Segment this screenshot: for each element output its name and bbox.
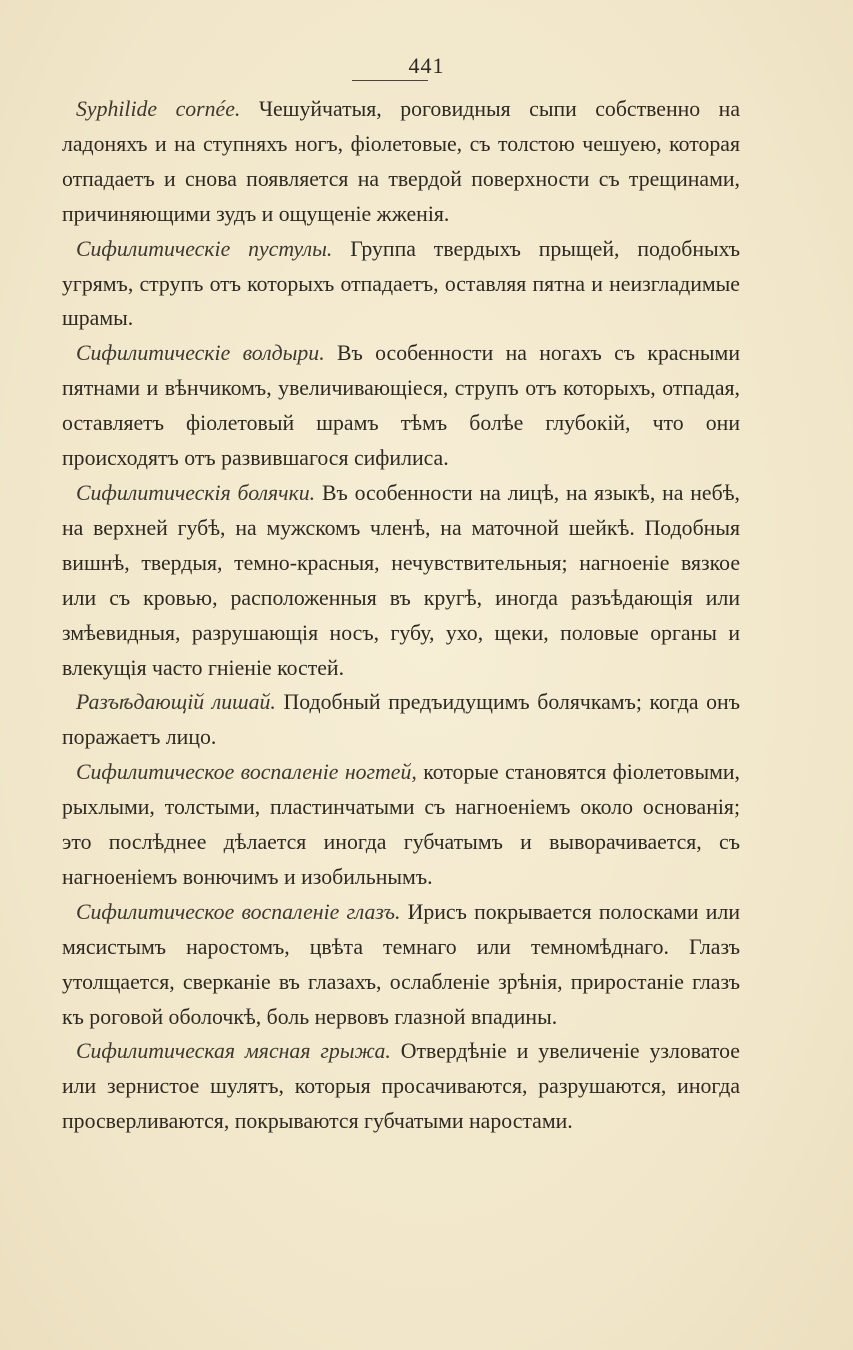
entry-text: Въ особенности на лицѣ, на языкѣ, на небѣ, на верхней губѣ, на мужскомъ членѣ, на маточной шейкѣ. Подобныя вишнѣ, твердыя, темно-красныя, нечувствительныя; нагноеніе вязкое или съ кровью, расположенныя въ кругѣ, иногда разъѣдающія или змѣевидныя, разрушающія носъ, губу, ухо, щеки, половые органы и влекущія часто гніеніе костей. [62,480,740,680]
page-number-rule [352,80,428,81]
entry-syphilitic-pustules [62,232,740,337]
entry-fleshy-hernia [62,1034,740,1139]
entry-term: Syphilide cornée. [76,97,241,121]
page-number: 441 [408,53,445,78]
entry-term: Сифилитическая мясная грыжа. [76,1039,391,1064]
entry-term: Сифилитическія болячки. [76,480,316,505]
entry-text: Группа твердыхъ прыщей, подобныхъ угрямъ, струпъ отъ которыхъ отпадаетъ, оставляя пятна и неизгладимые шрамы. [62,236,740,331]
entry-syphilitic-blisters [62,336,740,476]
entry-text: Отвердѣніе и увеличеніе узловатое или зернистое шулятъ, которыя просачиваются, разрушаются, иногда просверливаются, покрываются губчатыми наростами. [62,1039,740,1134]
entry-term: Сифилитическое воспаленіе глазъ. [76,899,401,924]
entry-term: Сифилитическіе пустулы. [76,236,333,261]
entry-text: Чешуйчатыя, роговидныя сыпи собственно на ладоняхъ и на ступняхъ ногъ, фіолетовые, съ толстою чешуею, которая отпадаетъ и снова появляется на твердой поверхности съ трещинами, причиняющими зудъ и ощущеніе жженія. [62,97,741,226]
entry-nail-inflammation [62,755,740,895]
entry-syphilide-cornee [62,92,740,232]
body-text [62,92,740,1139]
entry-eye-inflammation [62,895,740,1035]
entry-term: Разъѣдающій лишай. [76,690,276,715]
entry-corroding-lichen [62,685,740,755]
entry-text: Въ особенности на ногахъ съ красными пятнами и вѣнчикомъ, увеличивающіеся, струпъ отъ которыхъ, отпадая, оставляетъ фіолетовый шрамъ тѣмъ болѣе глубокій, что они происходятъ отъ развившагося сифилиса. [62,341,740,471]
entry-syphilitic-sores [62,476,740,685]
entry-text: Ирисъ покрывается полосками или мясистымъ наростомъ, цвѣта темнаго или темномѣднаго. Глазъ утолщается, сверканіе въ глазахъ, ослабленіе зрѣнія, приростаніе глазъ къ роговой оболочкѣ, боль нервовъ глазной впадины. [62,899,740,1029]
entry-text: которые становятся фіолетовыми, рыхлыми, толстыми, пластинчатыми съ нагноеніемъ около основанія; это послѣднее дѣлается иногда губчатымъ и выворачивается, съ нагноеніемъ вонючимъ и изобильнымъ. [62,760,741,889]
entry-term: Сифилитическое воспаленіе ногтей, [76,760,417,785]
entry-text: Подобный предъидущимъ болячкамъ; когда онъ поражаетъ лицо. [62,690,740,750]
entry-term: Сифилитическіе волдыри. [76,341,325,366]
